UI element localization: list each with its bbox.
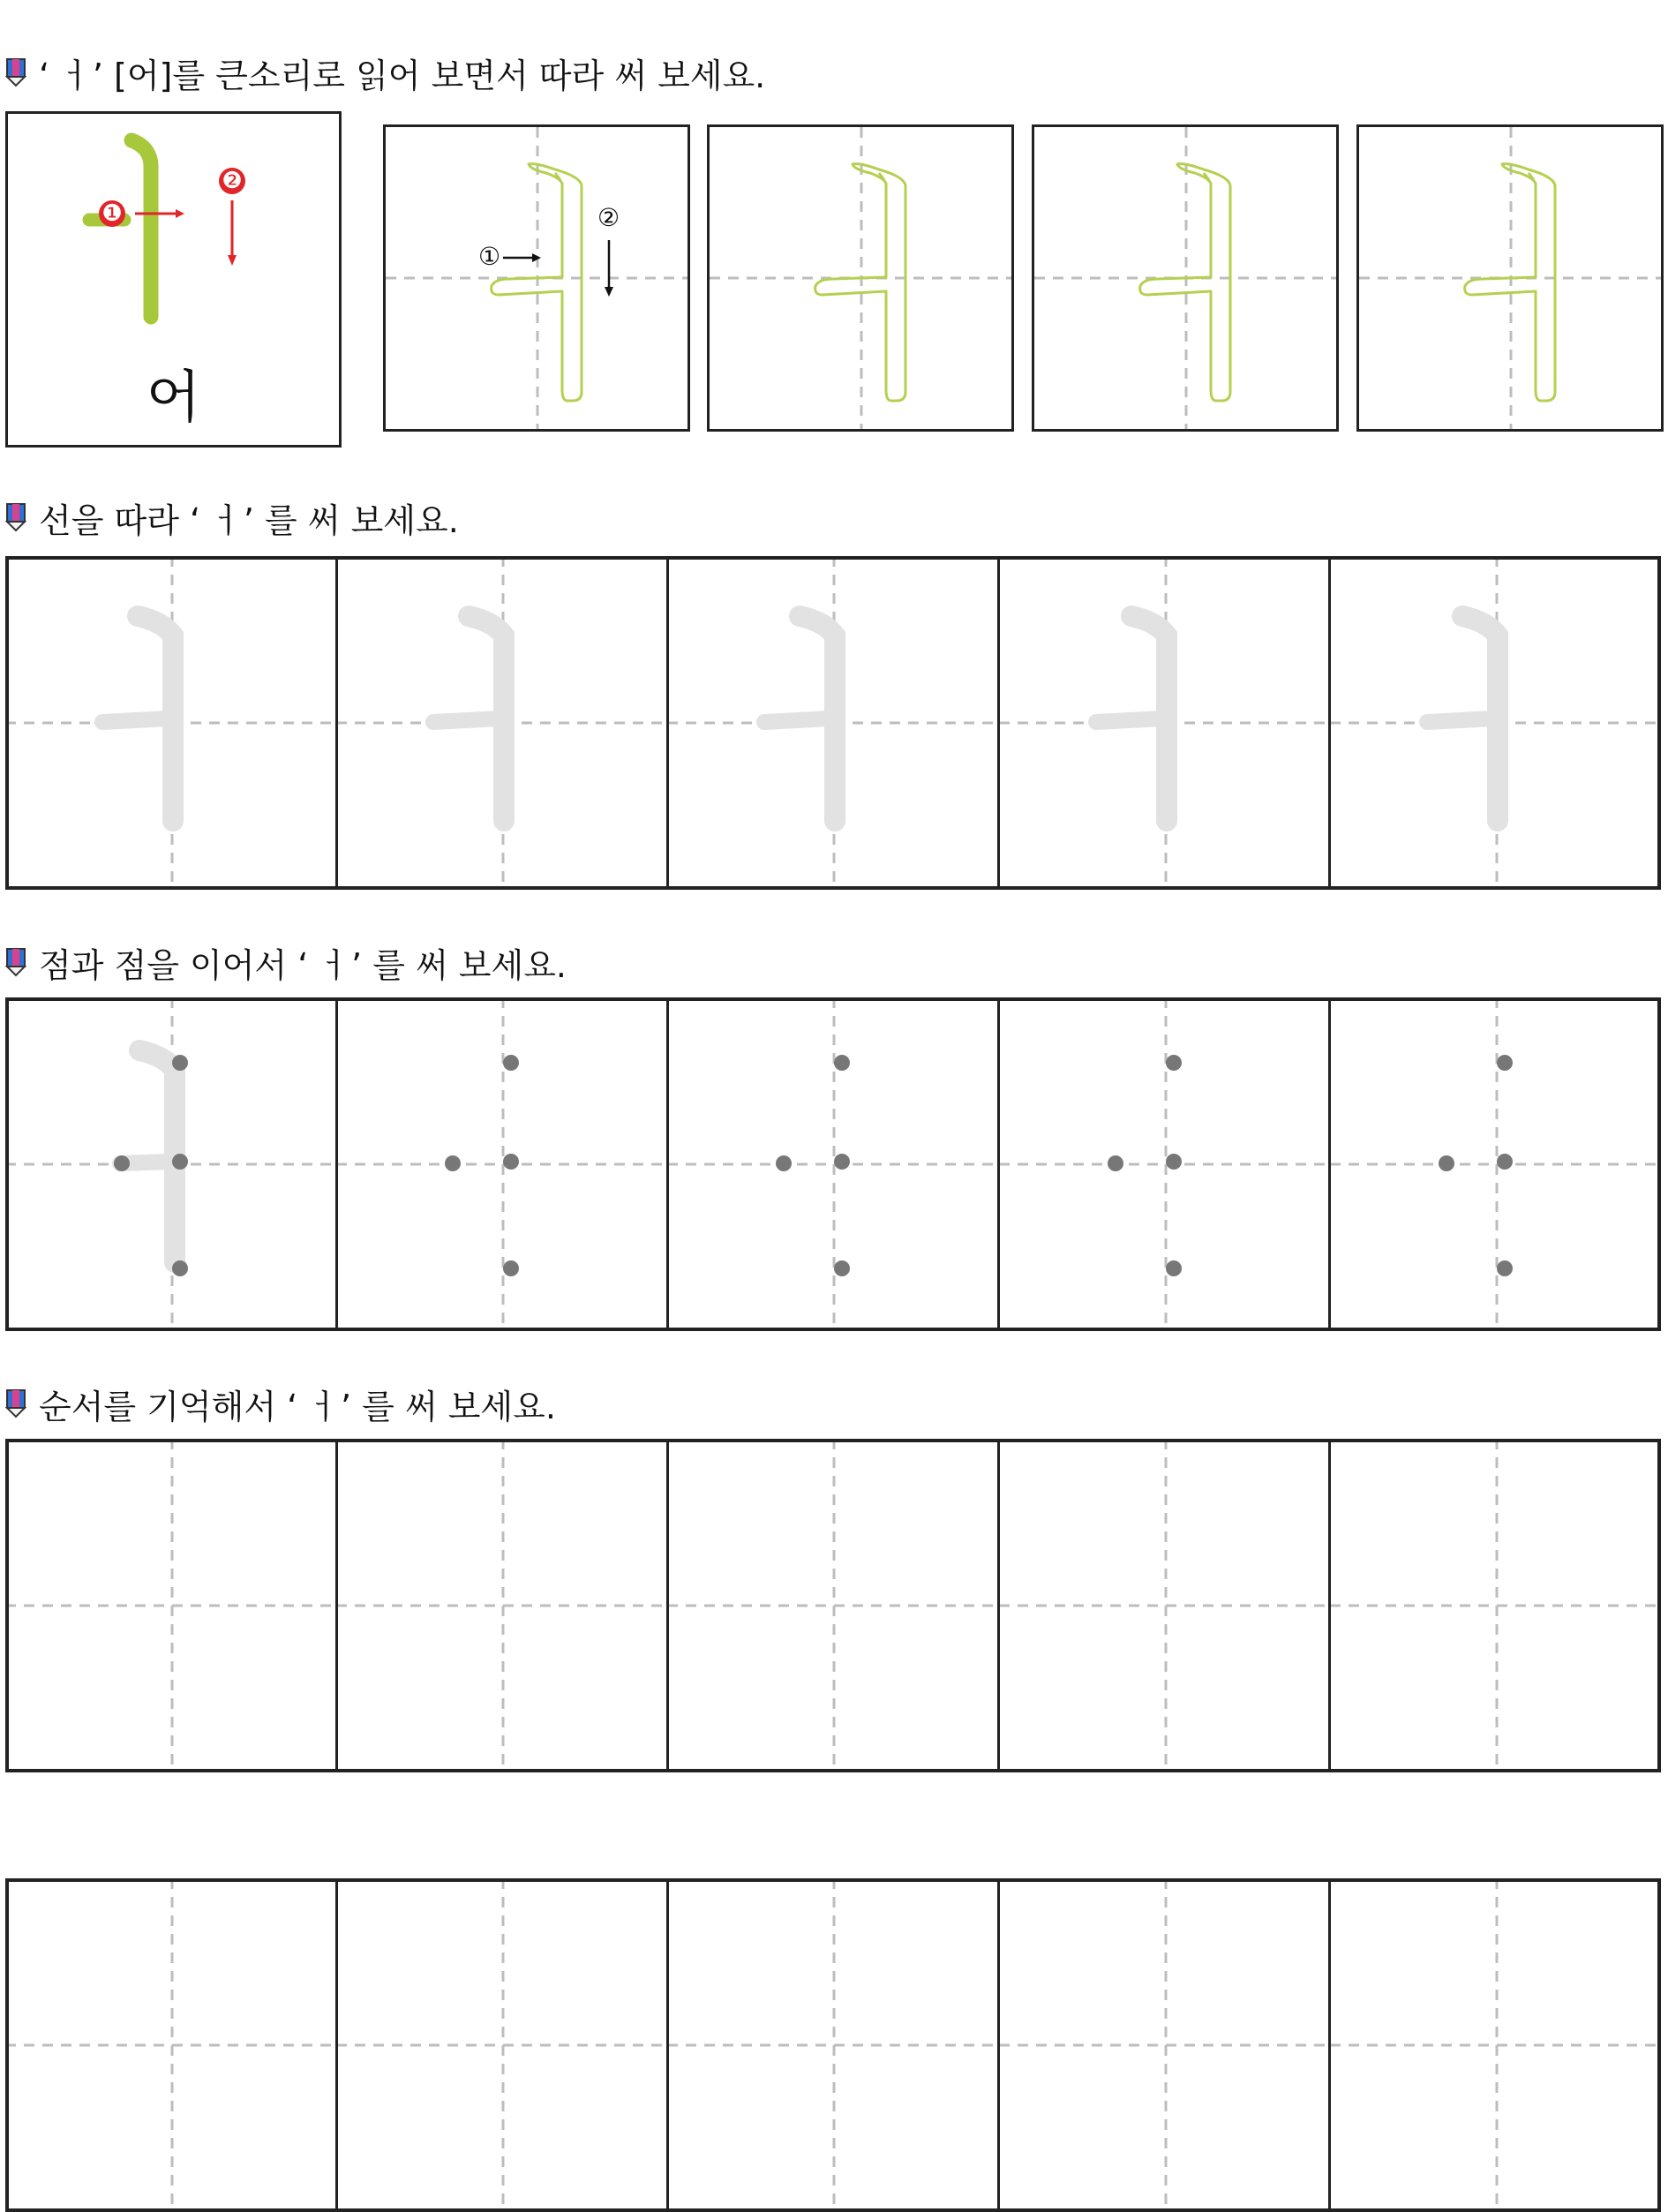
cell-divider [335,1878,338,2212]
outline-practice-box[interactable] [1032,124,1339,432]
cell-divider [335,997,338,1331]
guide-dot [1166,1154,1182,1170]
guide-dot [1166,1260,1182,1276]
outline-number-1: ① [478,242,501,271]
dots-cell[interactable] [1330,997,1661,1331]
instruction-text: 선을 따라 ‘ ㅓ’ 를 써 보세요. [39,500,459,540]
guide-dot [1108,1155,1123,1171]
instruction-read [5,49,765,95]
guide-dot [1166,1055,1182,1071]
cell-divider [997,1878,1000,2212]
dots-cell[interactable] [5,997,336,1331]
trace-cell[interactable] [667,556,998,890]
cell-divider [997,997,1000,1331]
cell-divider [1328,1878,1331,2212]
outline-practice-box[interactable] [1356,124,1664,432]
memory-cell[interactable] [999,1878,1330,2212]
guide-dot [503,1260,519,1276]
outline-practice-box[interactable] [707,124,1014,432]
guide-dot [172,1154,188,1170]
outline-practice-box[interactable] [383,124,690,432]
cell-divider [997,556,1000,890]
dots-cell[interactable] [667,997,998,1331]
trace-cell[interactable] [1330,556,1661,890]
cell-divider [1328,1439,1331,1772]
instruction-memory [5,1381,556,1426]
cell-divider [1328,997,1331,1331]
example-syllable: 어 [146,365,201,431]
cell-divider [997,1439,1000,1772]
cell-divider [335,1439,338,1772]
pencil-bullet-icon [5,57,26,87]
instruction-text: 순서를 기억해서 ‘ ㅓ’ 를 써 보세요. [39,1387,556,1426]
memory-cell[interactable] [667,1878,998,2212]
instruction-text: ‘ ㅓ’ [어]를 큰소리로 읽어 보면서 따라 써 보세요. [39,56,766,95]
guide-dot [834,1154,850,1170]
guide-dot [172,1260,188,1276]
guide-dot [1497,1055,1513,1071]
stroke-number-2: ❷ [222,168,243,194]
trace-cell[interactable] [336,556,667,890]
instruction-dots [5,939,567,985]
memory-cell[interactable] [1330,1878,1661,2212]
memory-cell[interactable] [999,1439,1330,1772]
pencil-bullet-icon [5,947,26,977]
guide-dot [834,1260,850,1276]
cell-divider [1328,556,1331,890]
memory-row-2 [5,1878,1661,2212]
guide-dot [1497,1154,1513,1170]
pencil-bullet-icon [5,1388,26,1418]
trace-cell[interactable] [999,556,1330,890]
trace-cell[interactable] [5,556,336,890]
pencil-bullet-icon [5,502,26,532]
outline-number-2: ② [597,203,620,232]
instruction-trace [5,494,459,540]
guide-dot [1497,1260,1513,1276]
cell-divider [666,997,669,1331]
memory-cell[interactable] [336,1878,667,2212]
stroke-number-1: ❶ [101,200,123,227]
dots-cell[interactable] [999,997,1330,1331]
guide-dot [1439,1155,1454,1171]
trace-row [5,556,1661,890]
dots-row [5,997,1661,1331]
memory-cell[interactable] [1330,1439,1661,1772]
memory-cell[interactable] [667,1439,998,1772]
cell-divider [666,1439,669,1772]
example-box [5,111,342,448]
guide-dot [834,1055,850,1071]
cell-divider [666,556,669,890]
cell-divider [335,556,338,890]
cell-divider [666,1878,669,2212]
guide-dot [776,1155,792,1171]
memory-cell[interactable] [5,1878,336,2212]
guide-dot [445,1155,461,1171]
memory-cell[interactable] [5,1439,336,1772]
guide-dot [503,1154,519,1170]
guide-dot [172,1055,188,1071]
dots-cell[interactable] [336,997,667,1331]
memory-row-1 [5,1439,1661,1772]
memory-cell[interactable] [336,1439,667,1772]
instruction-text: 점과 점을 이어서 ‘ ㅓ’ 를 써 보세요. [39,945,567,985]
guide-dot [114,1155,130,1171]
guide-dot [503,1055,519,1071]
